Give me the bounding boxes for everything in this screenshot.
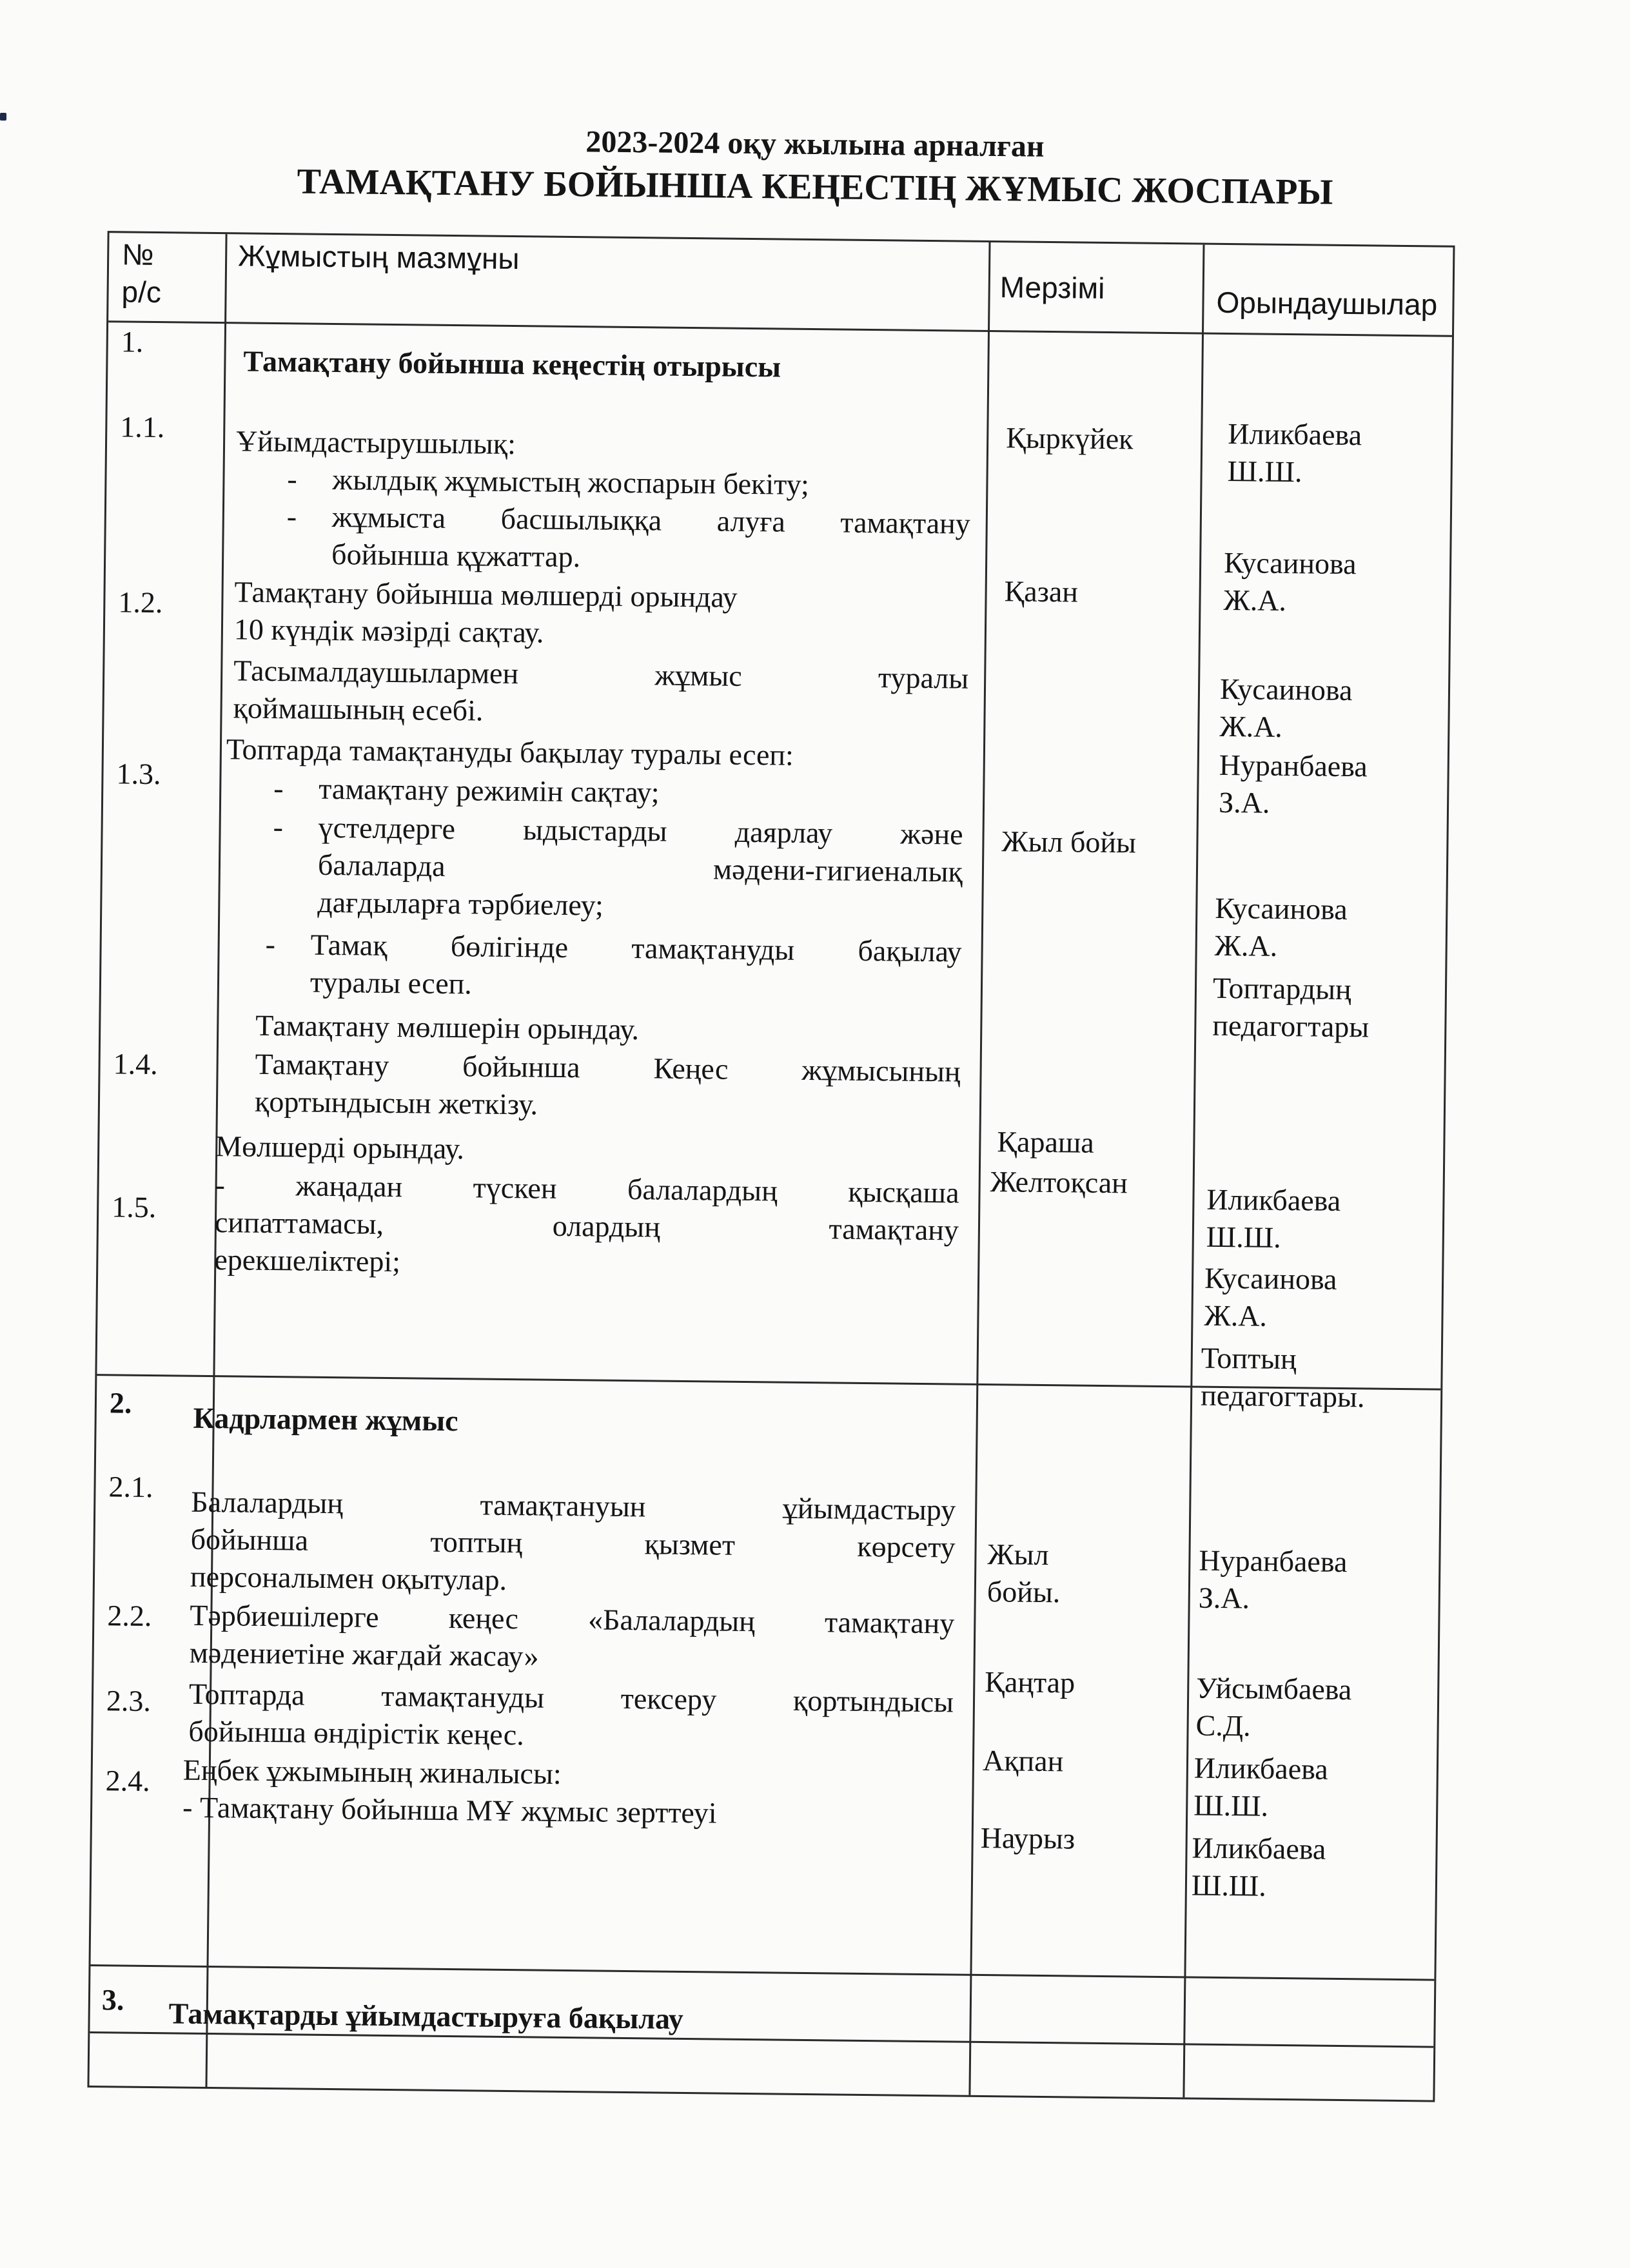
bullet-dash: - (273, 772, 284, 805)
executor-cell: Нуранбаева (1219, 748, 1368, 783)
content-line: туралы есеп. (309, 965, 473, 1001)
executor-cell: Кусаинова (1215, 891, 1348, 926)
content-line: Еңбек ұжымының жиналысы: (182, 1753, 562, 1790)
plan-table (87, 231, 1455, 2102)
term-cell: Наурыз (980, 1821, 1075, 1855)
executor-cell: Ш.Ш. (1193, 1788, 1269, 1823)
row-num: 2.3. (106, 1684, 152, 1718)
document-title: ТАМАҚТАНУ БОЙЫНША КЕҢЕСТІҢ ЖҰМЫС ЖОСПАРЫ (297, 161, 1333, 213)
col-divider (968, 242, 990, 2095)
row-num: 1.5. (111, 1190, 157, 1224)
row-num: 3. (101, 1983, 124, 2017)
section-title: Тамақтану бойынша кеңестің отырысы (243, 344, 781, 384)
term-cell: Жыл бойы (1001, 825, 1137, 859)
header-executors: Орындаушылар (1216, 285, 1438, 322)
content-line: жұмыста басшылыққа алуға тамақтану (331, 500, 971, 540)
content-line: сипаттамасы, олардың тамақтану (214, 1206, 959, 1247)
term-cell: Желтоқсан (990, 1165, 1128, 1200)
executor-cell: Кусаинова (1223, 545, 1357, 581)
section-title: Тамақтарды ұйымдастыруға бақылау (168, 1997, 684, 2036)
content-line: Тәрбиешілерге кеңес «Балалардың тамақтану (190, 1598, 955, 1640)
content-line: Балалардың тамақтануын ұйымдастыру (191, 1485, 956, 1527)
executor-cell: Топтардың (1212, 971, 1351, 1006)
content-line: бойынша топтың қызмет көрсету (190, 1522, 956, 1564)
document-subtitle: 2023-2024 оқу жылына арналған (585, 124, 1045, 164)
bullet-dash: - (273, 810, 284, 844)
content-line: - жаңадан түскен балалардың қысқаша (215, 1168, 959, 1209)
content-line: персоналымен оқытулар. (190, 1559, 507, 1597)
term-cell: Қазан (1004, 574, 1079, 609)
row-num: 1. (121, 325, 144, 358)
executor-cell: Уйсымбаева (1195, 1671, 1352, 1706)
content-line: мәдениетіне жағдай жасау» (189, 1636, 539, 1673)
row-divider (90, 2031, 1433, 2048)
bullet-dash: - (286, 500, 297, 533)
executor-cell: Ш.Ш. (1227, 455, 1302, 489)
executor-cell: Иликбаева (1228, 417, 1362, 452)
content-line: Тамақтану бойынша мөлшерді орындау (234, 575, 738, 614)
executor-cell: З.А. (1218, 785, 1270, 819)
content-line: ерекшеліктері; (214, 1243, 401, 1278)
row-num: 1.4. (113, 1047, 158, 1081)
term-cell: бойы. (987, 1575, 1061, 1609)
row-num: 2.1. (108, 1470, 153, 1504)
bullet-dash: - (287, 462, 298, 496)
executor-cell: Иликбаева (1206, 1182, 1341, 1217)
bullet-dash: - (265, 927, 276, 961)
row-divider (108, 320, 1452, 337)
header-num-rs: р/с (121, 275, 162, 309)
executor-cell: Ж.А. (1214, 928, 1278, 963)
content-line: қортындысын жеткізу. (254, 1084, 538, 1121)
row-num: 2.2. (107, 1599, 152, 1633)
executor-cell: С.Д. (1195, 1708, 1251, 1743)
executor-cell: Ж.А. (1223, 583, 1287, 618)
executor-cell: педагогтары (1212, 1008, 1370, 1044)
executor-cell: Кусаинова (1219, 672, 1353, 707)
content-line: Тасымалдаушылармен жұмыс туралы (233, 654, 969, 695)
executor-cell: Иликбаева (1193, 1751, 1328, 1786)
section-title: Кадрлармен жұмыс (193, 1401, 458, 1438)
term-cell: Қаңтар (985, 1665, 1075, 1699)
content-line: Тамақтану бойынша Кеңес жұмысының (255, 1047, 961, 1088)
executor-cell: Кусаинова (1204, 1261, 1337, 1296)
executor-cell: Иликбаева (1192, 1831, 1326, 1866)
content-line: 10 күндік мәзірді сақтау. (233, 612, 544, 649)
row-num: 1.3. (116, 757, 161, 791)
content-line: Ұйымдастырушылық: (235, 424, 516, 461)
content-line: дағдыларға тәрбиелеу; (317, 885, 604, 922)
executor-cell: З.А. (1198, 1581, 1250, 1615)
content-line: жылдық жұмыстың жоспарын бекіту; (332, 462, 810, 501)
content-line: қоймашының есебі. (233, 691, 484, 727)
content-line: Топтарда тамақтануды тексеру қортындысы (188, 1677, 954, 1719)
header-num: № (121, 237, 154, 271)
content-line: үстелдерге ыдыстарды даярлау және (318, 810, 963, 851)
content-line: Тамақтану мөлшерін орындау. (255, 1008, 640, 1046)
executor-cell: педагогтары. (1200, 1378, 1365, 1414)
executor-cell: Ж.А. (1219, 709, 1283, 743)
term-cell: Жыл (987, 1538, 1049, 1572)
header-content: Жұмыстың мазмұны (237, 239, 520, 276)
row-divider (90, 1964, 1434, 1981)
row-num: 2.4. (105, 1764, 150, 1798)
term-cell: Қараша (997, 1125, 1095, 1159)
term-cell: Ақпан (982, 1744, 1064, 1778)
content-line: бойынша құжаттар. (331, 537, 581, 574)
executor-cell: Ж.А. (1204, 1298, 1268, 1333)
term-cell: Қыркүйек (1005, 421, 1134, 456)
content-line: Топтарда тамақтануды бақылау туралы есеп: (226, 732, 794, 772)
row-num: 1.1. (120, 410, 165, 444)
row-num: 2. (109, 1386, 132, 1420)
executor-cell: Нуранбаева (1199, 1543, 1348, 1579)
row-num: 1.2. (118, 585, 163, 620)
executor-cell: Топтың (1201, 1341, 1297, 1376)
executor-cell: Ш.Ш. (1206, 1220, 1281, 1254)
header-term: Мерзімі (999, 270, 1105, 305)
content-line: Тамақ бөлігінде тамақтануды бақылау (310, 928, 962, 968)
content-line: тамақтану режимін сақтау; (319, 772, 660, 809)
content-line: бойынша өндірістік кеңес. (188, 1714, 525, 1752)
executor-cell: Ш.Ш. (1191, 1868, 1267, 1902)
content-line: балаларда мәдени-гигиеналық (317, 848, 963, 888)
content-line: Мөлшерді орындау. (215, 1129, 465, 1166)
content-line: - Тамақтану бойынша МҰ жұмыс зерттеуі (182, 1790, 717, 1830)
